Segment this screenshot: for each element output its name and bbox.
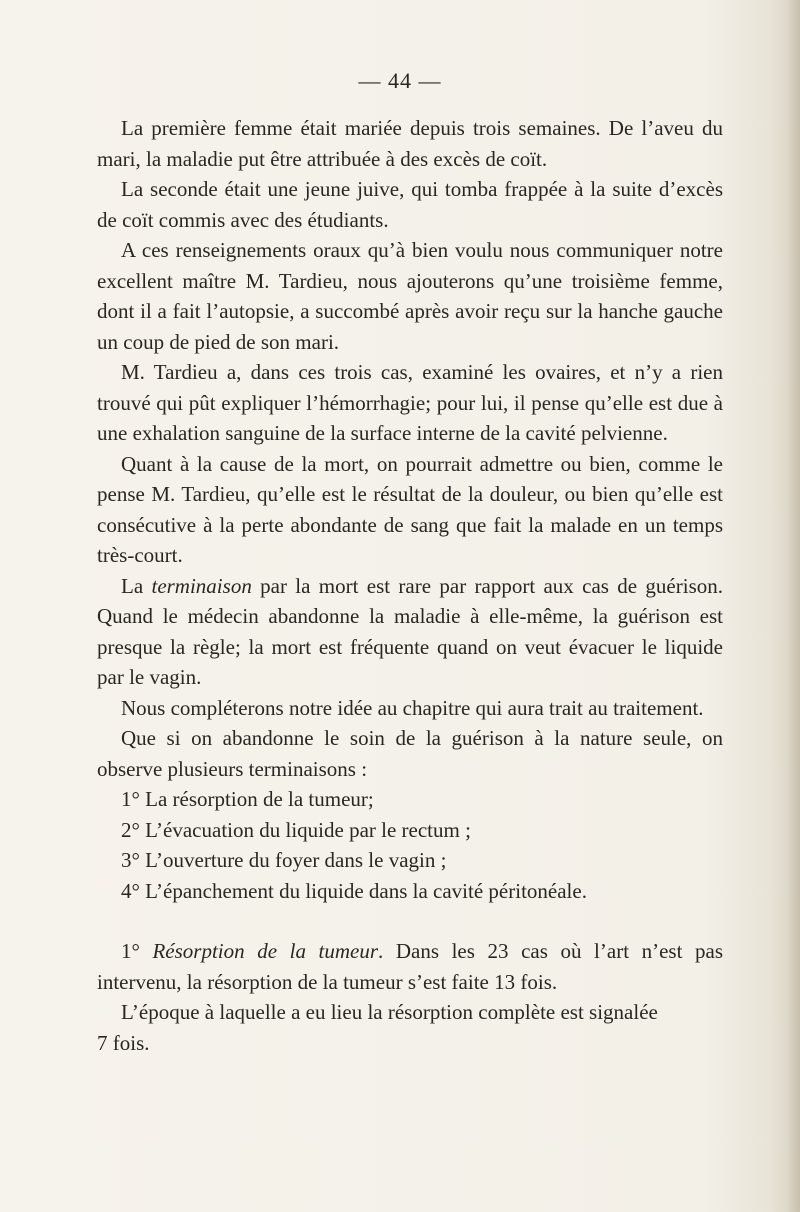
- page-edge-shadow: [786, 0, 800, 1212]
- text-run: 1°: [121, 939, 153, 963]
- paragraph-resorption: [97, 936, 723, 997]
- paragraph: Nous compléterons notre idée au chapitre qui aura trait au traitement.: [121, 695, 704, 720]
- page-number: — 44 —: [358, 68, 442, 93]
- paragraph: A ces renseignements oraux qu’à bien voulu nous communiquer notre excellent maître M. Tardieu, nous ajouterons qu’une troisième femme, dont il a fait l’autopsie, a succombé après avoir reçu sur la hanche gauche un coup de pied de son mari.: [97, 238, 723, 354]
- paragraph: La première femme était mariée depuis trois semaines. De l’aveu du mari, la maladie put être attribuée à des excès de coït.: [97, 116, 723, 171]
- text-run: La: [121, 573, 152, 598]
- list-item: 4° L’épanchement du liquide dans la cavité péritonéale.: [121, 878, 587, 903]
- text-run: . Dans les 23 cas où l’art n’est pas intervenu, la résorption de la tumeur s’est faite 13 fois.: [97, 939, 723, 994]
- paragraph: Quant à la cause de la mort, on pourrait admettre ou bien, comme le pense M. Tardieu, qu’elle est le résultat de la douleur, ou bien qu’elle est consécutive à la perte abondante de sang que fait la malade en un temps très-court.: [97, 451, 723, 567]
- paragraph: L’époque à laquelle a eu lieu la résorption complète est signalée: [121, 1000, 658, 1024]
- paragraph-terminaison: [97, 571, 723, 693]
- list-item: 3° L’ouverture du foyer dans le vagin ;: [121, 848, 447, 872]
- paragraph-end: 7 fois.: [97, 1030, 150, 1055]
- paragraph: La seconde était une jeune juive, qui tomba frappée à la suite d’excès de coït commis avec des étudiants.: [97, 177, 723, 232]
- italic-heading: Résorption de la tumeur: [152, 939, 379, 963]
- paragraph: M. Tardieu a, dans ces trois cas, examiné les ovaires, et n’y a rien trouvé qui pût expliquer l’hémorrhagie; pour lui, il pense qu’elle est due à une exhalation sanguine de la surface interne de la cavité pelvienne.: [97, 360, 723, 445]
- list-item: 2° L’évacuation du liquide par le rectum ;: [121, 817, 471, 842]
- paragraph: Que si on abandonne le soin de la guérison à la nature seule, on observe plusieurs terminaisons :: [97, 726, 723, 781]
- text-run: par la mort est rare par rapport aux cas de guérison. Quand le médecin abandonne la maladie à elle-même, la guérison est presque la règle; la mort est fréquente quand on veut évacuer le liquide par le vagin.: [97, 573, 723, 689]
- body-text: [97, 113, 723, 1058]
- list-item: 1° La résorption de la tumeur;: [121, 787, 374, 811]
- italic-term: terminaison: [151, 573, 252, 598]
